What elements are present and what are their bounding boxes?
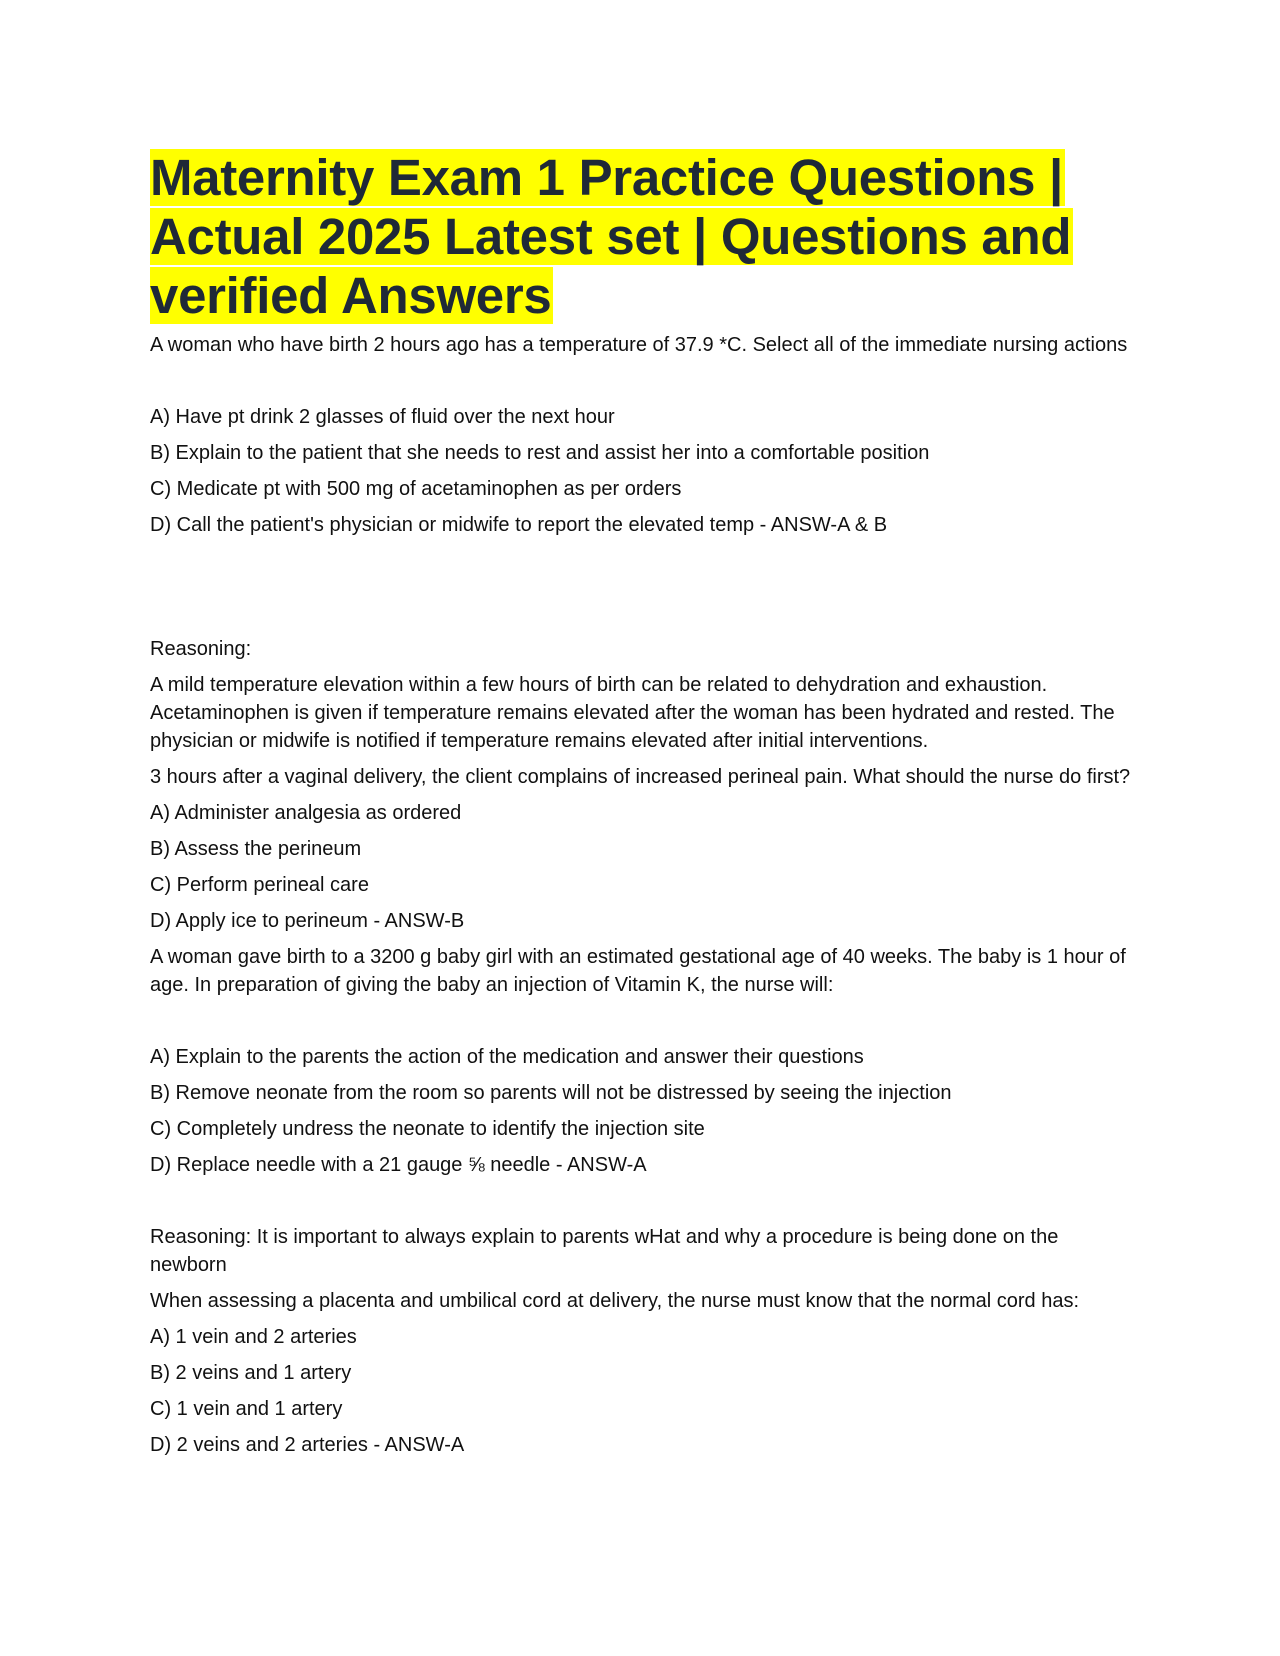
- question-2-stem: 3 hours after a vaginal delivery, the client complains of increased perineal pain. What should the nurse do first?: [150, 766, 1131, 788]
- question-4-option-a: A) 1 vein and 2 arteries: [150, 1326, 357, 1348]
- question-3-reasoning: Reasoning: It is important to always explain to parents wHat and why a procedure is being done on the newborn: [150, 1226, 1059, 1276]
- question-1-option-a: A) Have pt drink 2 glasses of fluid over the next hour: [150, 406, 615, 428]
- document-title: [150, 148, 1140, 325]
- question-1-stem: A woman who have birth 2 hours ago has a temperature of 37.9 *C. Select all of the immediate nursing actions: [150, 334, 1128, 356]
- question-3-option-b: B) Remove neonate from the room so parents will not be distressed by seeing the injection: [150, 1082, 952, 1104]
- question-1-reasoning-label: Reasoning:: [150, 638, 252, 660]
- question-2-option-b: B) Assess the perineum: [150, 838, 362, 860]
- question-2-option-a: A) Administer analgesia as ordered: [150, 802, 462, 824]
- question-4-option-b: B) 2 veins and 1 artery: [150, 1362, 352, 1384]
- question-1-option-c: C) Medicate pt with 500 mg of acetaminophen as per orders: [150, 478, 682, 500]
- question-3-stem: A woman gave birth to a 3200 g baby girl with an estimated gestational age of 40 weeks. The baby is 1 hour of age. In preparation of giving the baby an injection of Vitamin K, the nurse will:: [150, 946, 1126, 996]
- question-2-option-c: C) Perform perineal care: [150, 874, 369, 896]
- question-2-option-d: D) Apply ice to perineum - ANSW-B: [150, 910, 465, 932]
- question-4-stem: When assessing a placenta and umbilical cord at delivery, the nurse must know that the normal cord has:: [150, 1290, 1079, 1312]
- question-4-option-d: D) 2 veins and 2 arteries - ANSW-A: [150, 1434, 465, 1456]
- title-highlight: Maternity Exam 1 Practice Questions | Actual 2025 Latest set | Questions and verified Answers: [150, 149, 1072, 324]
- question-3-option-c: C) Completely undress the neonate to identify the injection site: [150, 1118, 705, 1140]
- question-1-option-d: D) Call the patient's physician or midwife to report the elevated temp - ANSW-A & B: [150, 514, 888, 536]
- question-4-option-c: C) 1 vein and 1 artery: [150, 1398, 343, 1420]
- question-1-reasoning-text: A mild temperature elevation within a few hours of birth can be related to dehydration and exhaustion. Acetaminophen is given if temperature remains elevated after the woman has been hydrated and rested. The physician or midwife is notified if temperature remains elevated after initial interventions.: [150, 674, 1115, 752]
- question-3-option-a: A) Explain to the parents the action of the medication and answer their questions: [150, 1046, 864, 1068]
- document-page: [150, 148, 1140, 1459]
- question-1-option-b: B) Explain to the patient that she needs to rest and assist her into a comfortable position: [150, 442, 930, 464]
- question-3-option-d: D) Replace needle with a 21 gauge ⅝ needle - ANSW-A: [150, 1154, 647, 1176]
